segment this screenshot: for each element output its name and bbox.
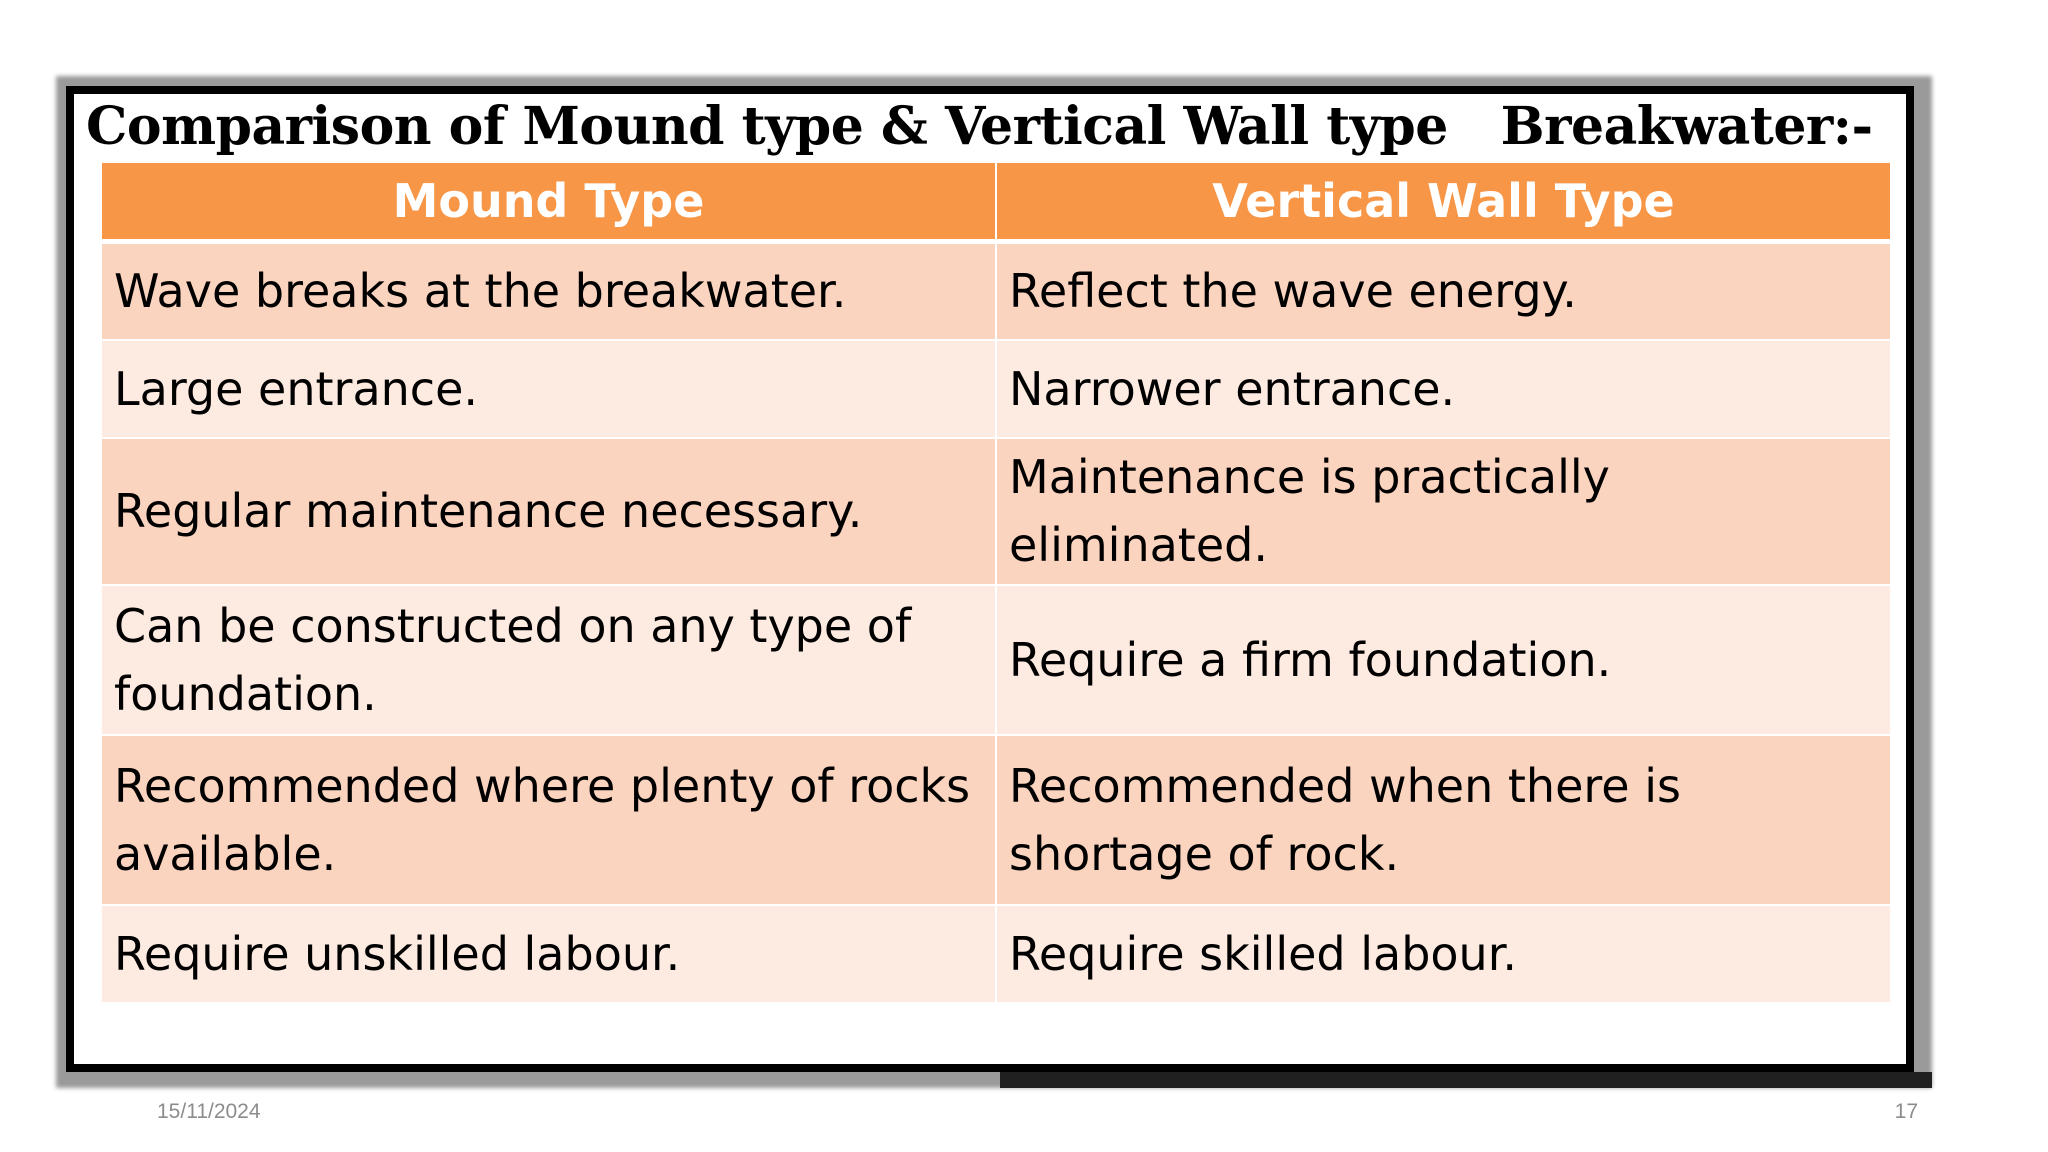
footer-date: 15/11/2024	[157, 1100, 261, 1123]
slide-title: Comparison of Mound type & Vertical Wall type Breakwater:-	[86, 96, 1873, 157]
footer-page-number: 17	[1894, 1100, 1918, 1123]
table-cell: Reflect the wave energy.	[996, 242, 1890, 340]
table-cell: Recommended where plenty of rocks available.	[102, 735, 996, 905]
table-cell: Require unskilled labour.	[102, 905, 996, 1003]
table-row	[102, 438, 1890, 585]
table-cell: Require skilled labour.	[996, 905, 1890, 1003]
table-cell: Maintenance is practically eliminated.	[996, 438, 1890, 585]
table-cell: Recommended when there is shortage of rock.	[996, 735, 1890, 905]
table-header-row	[102, 163, 1890, 242]
header-vertical-wall-type: Vertical Wall Type	[996, 163, 1890, 242]
header-mound-type: Mound Type	[102, 163, 996, 242]
table-row	[102, 585, 1890, 735]
table-cell: Regular maintenance necessary.	[102, 438, 996, 585]
table-row	[102, 735, 1890, 905]
table-cell: Require a firm foundation.	[996, 585, 1890, 735]
table-cell: Narrower entrance.	[996, 340, 1890, 438]
table-cell: Wave breaks at the breakwater.	[102, 242, 996, 340]
comparison-table	[102, 163, 1890, 1004]
table-row	[102, 242, 1890, 340]
frame-bottom-bar	[1000, 1072, 1932, 1088]
table-row	[102, 905, 1890, 1003]
table-cell: Can be constructed on any type of foundation.	[102, 585, 996, 735]
table-cell: Large entrance.	[102, 340, 996, 438]
table-row	[102, 340, 1890, 438]
